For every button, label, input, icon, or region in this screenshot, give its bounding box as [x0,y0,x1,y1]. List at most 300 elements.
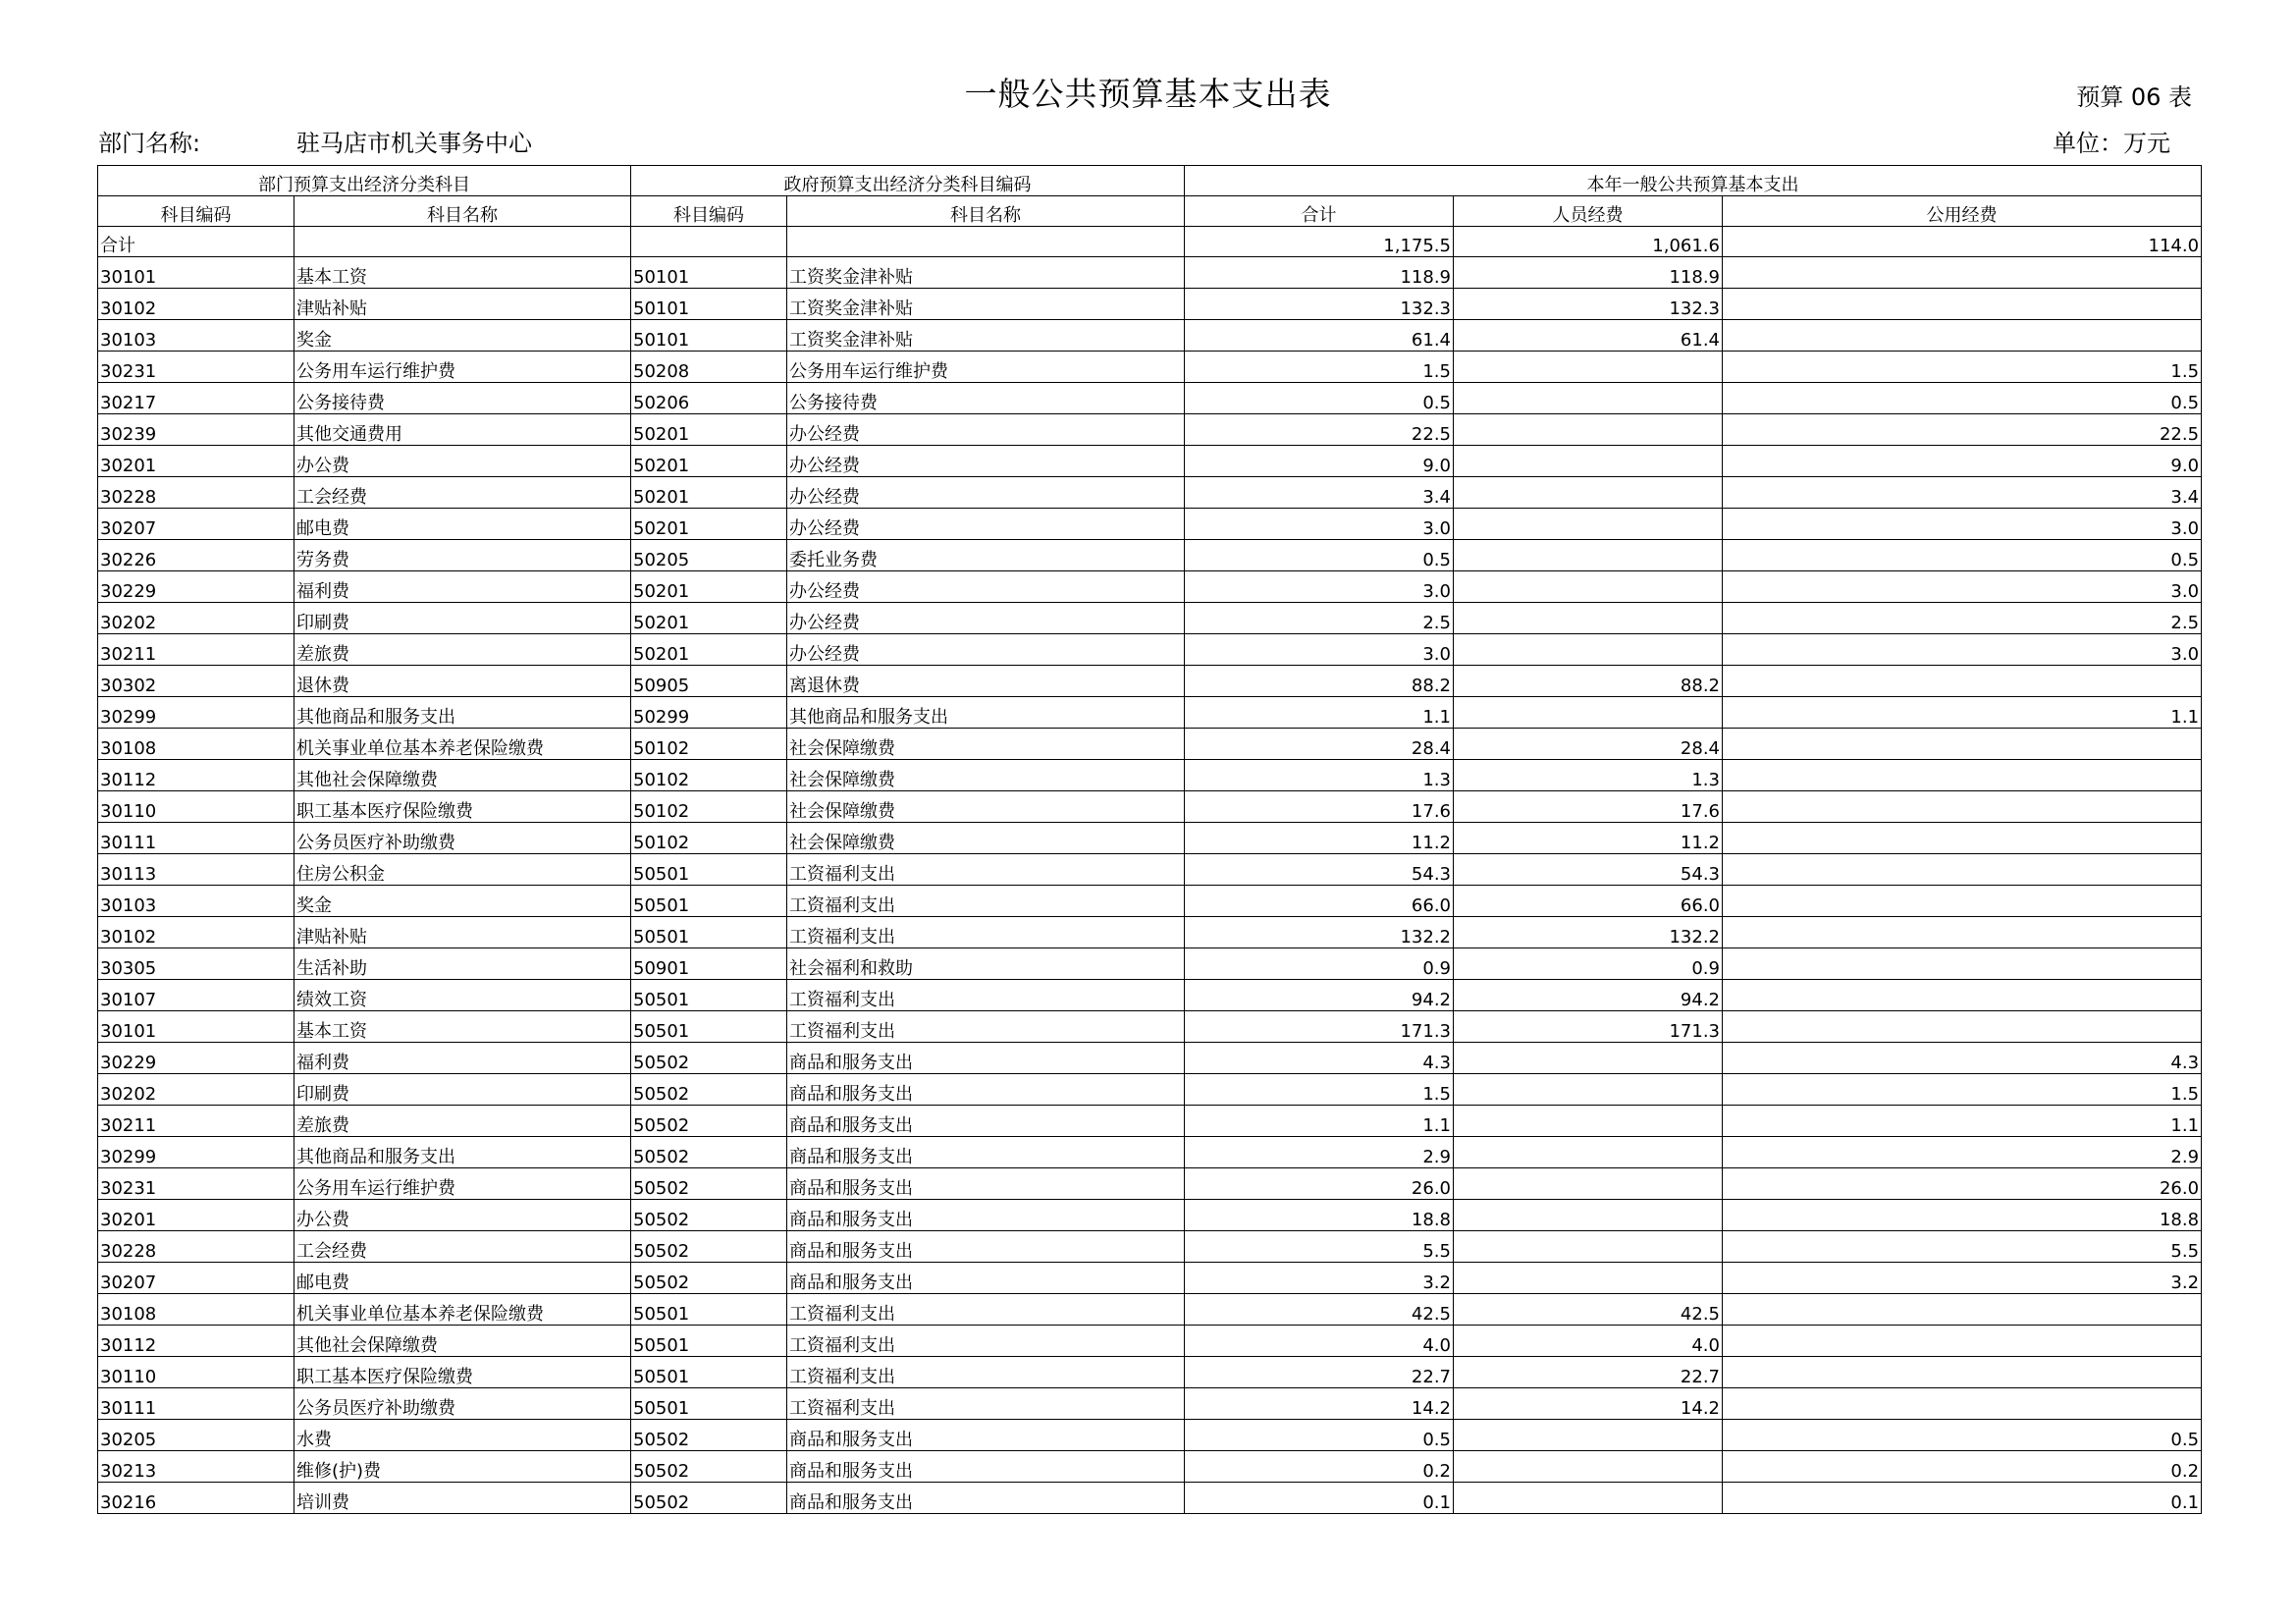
dept-code-cell: 30231 [98,352,294,383]
dept-code-cell: 30217 [98,383,294,414]
public-cell [1723,729,2202,760]
total-cell: 132.3 [1185,289,1454,320]
dept-name-cell: 办公费 [294,1200,631,1231]
gov-code-cell: 50901 [631,948,787,980]
total-cell: 22.7 [1185,1357,1454,1388]
gov-code-cell: 50501 [631,854,787,886]
gov-code-cell: 50201 [631,603,787,634]
dept-code-cell: 30202 [98,603,294,634]
table-row [98,917,2202,948]
gov-code-cell: 50501 [631,917,787,948]
personnel-cell: 118.9 [1454,257,1723,289]
public-cell [1723,917,2202,948]
table-row [98,1483,2202,1514]
public-cell [1723,320,2202,352]
personnel-cell: 4.0 [1454,1326,1723,1357]
gov-code-cell: 50102 [631,791,787,823]
total-cell: 9.0 [1185,446,1454,477]
dept-name-cell: 职工基本医疗保险缴费 [294,1357,631,1388]
total-cell: 118.9 [1185,257,1454,289]
gov-name-cell: 商品和服务支出 [787,1137,1185,1168]
dept-name-cell: 奖金 [294,886,631,917]
dept-name-cell: 维修(护)费 [294,1451,631,1483]
public-cell [1723,854,2202,886]
personnel-cell: 42.5 [1454,1294,1723,1326]
table-row [98,446,2202,477]
table-row [98,634,2202,666]
col-header-gov-code: 科目编码 [631,196,787,227]
total-cell: 14.2 [1185,1388,1454,1420]
table-row [98,854,2202,886]
dept-code-cell: 30101 [98,1011,294,1043]
personnel-cell [1454,1263,1723,1294]
dept-code-cell: 30108 [98,729,294,760]
personnel-cell [1454,1231,1723,1263]
dept-code-cell: 30299 [98,1137,294,1168]
table-row [98,1074,2202,1106]
dept-name-cell: 劳务费 [294,540,631,571]
table-row [98,540,2202,571]
gov-code-cell: 50205 [631,540,787,571]
gov-name-cell: 工资福利支出 [787,1326,1185,1357]
personnel-cell [1454,414,1723,446]
table-row [98,697,2202,729]
gov-name-cell: 离退休费 [787,666,1185,697]
gov-name-cell: 商品和服务支出 [787,1074,1185,1106]
dept-name-cell: 其他交通费用 [294,414,631,446]
gov-code-cell: 50501 [631,1294,787,1326]
personnel-cell: 17.6 [1454,791,1723,823]
total-cell: 0.5 [1185,1420,1454,1451]
table-row [98,1388,2202,1420]
department-name: 驻马店市机关事务中心 [296,130,532,157]
gov-name-cell: 公务用车运行维护费 [787,352,1185,383]
gov-name-cell: 工资福利支出 [787,1011,1185,1043]
gov-code-cell: 50502 [631,1106,787,1137]
dept-name-cell: 差旅费 [294,634,631,666]
dept-name-cell: 基本工资 [294,257,631,289]
total-cell: 0.2 [1185,1451,1454,1483]
dept-name-cell: 印刷费 [294,1074,631,1106]
public-cell: 18.8 [1723,1200,2202,1231]
col-header-gov-name: 科目名称 [787,196,1185,227]
total-cell: 26.0 [1185,1168,1454,1200]
dept-code-cell: 30201 [98,1200,294,1231]
group-header-dept-econ: 部门预算支出经济分类科目 [98,166,631,196]
total-cell: 42.5 [1185,1294,1454,1326]
total-personnel: 1,061.6 [1454,227,1723,257]
public-cell [1723,1357,2202,1388]
dept-name-cell: 生活补助 [294,948,631,980]
dept-code-cell: 30207 [98,1263,294,1294]
dept-code-cell: 30216 [98,1483,294,1514]
gov-code-cell: 50502 [631,1200,787,1231]
gov-name-cell: 委托业务费 [787,540,1185,571]
public-cell: 22.5 [1723,414,2202,446]
total-amount: 1,175.5 [1185,227,1454,257]
total-cell: 22.5 [1185,414,1454,446]
table-row [98,509,2202,540]
total-cell: 88.2 [1185,666,1454,697]
dept-name-cell: 公务员医疗补助缴费 [294,1388,631,1420]
gov-name-cell: 工资奖金津补贴 [787,257,1185,289]
public-cell: 3.0 [1723,571,2202,603]
table-row [98,603,2202,634]
gov-name-cell: 社会福利和救助 [787,948,1185,980]
table-row [98,886,2202,917]
gov-code-cell: 50501 [631,1388,787,1420]
personnel-cell [1454,1451,1723,1483]
dept-name-cell: 津贴补贴 [294,289,631,320]
personnel-cell [1454,1420,1723,1451]
total-cell: 54.3 [1185,854,1454,886]
dept-code-cell: 30226 [98,540,294,571]
public-cell: 2.9 [1723,1137,2202,1168]
total-cell: 0.5 [1185,540,1454,571]
dept-name-cell: 退休费 [294,666,631,697]
gov-name-cell: 工资福利支出 [787,917,1185,948]
personnel-cell [1454,383,1723,414]
table-row [98,1451,2202,1483]
total-cell: 11.2 [1185,823,1454,854]
total-cell: 1.1 [1185,1106,1454,1137]
table-row [98,289,2202,320]
total-cell: 61.4 [1185,320,1454,352]
dept-code-cell: 30102 [98,289,294,320]
total-cell: 0.9 [1185,948,1454,980]
dept-name-cell: 公务用车运行维护费 [294,1168,631,1200]
total-cell: 132.2 [1185,917,1454,948]
table-row [98,1168,2202,1200]
gov-code-cell: 50201 [631,446,787,477]
gov-code-cell: 50905 [631,666,787,697]
dept-name-cell: 工会经费 [294,477,631,509]
personnel-cell [1454,603,1723,634]
personnel-cell: 66.0 [1454,886,1723,917]
personnel-cell: 88.2 [1454,666,1723,697]
public-cell: 0.1 [1723,1483,2202,1514]
dept-code-cell: 30108 [98,1294,294,1326]
personnel-cell [1454,1043,1723,1074]
table-row [98,257,2202,289]
personnel-cell [1454,634,1723,666]
total-cell: 66.0 [1185,886,1454,917]
gov-name-cell: 工资奖金津补贴 [787,289,1185,320]
dept-name-cell: 机关事业单位基本养老保险缴费 [294,1294,631,1326]
dept-code-cell: 30103 [98,886,294,917]
dept-code-cell: 30110 [98,1357,294,1388]
public-cell [1723,257,2202,289]
public-cell: 3.4 [1723,477,2202,509]
gov-code-cell: 50201 [631,634,787,666]
dept-code-cell: 30112 [98,760,294,791]
public-cell [1723,1011,2202,1043]
public-cell [1723,760,2202,791]
gov-name-cell: 工资福利支出 [787,1388,1185,1420]
gov-code-cell: 50201 [631,571,787,603]
dept-name-cell: 机关事业单位基本养老保险缴费 [294,729,631,760]
total-cell: 3.0 [1185,509,1454,540]
personnel-cell [1454,1483,1723,1514]
gov-name-cell: 工资奖金津补贴 [787,320,1185,352]
public-cell: 3.0 [1723,634,2202,666]
col-header-public: 公用经费 [1723,196,2202,227]
total-cell: 4.0 [1185,1326,1454,1357]
dept-name-cell: 其他社会保障缴费 [294,760,631,791]
table-row [98,1106,2202,1137]
public-cell [1723,823,2202,854]
gov-code-cell: 50501 [631,980,787,1011]
dept-code-cell: 30202 [98,1074,294,1106]
personnel-cell: 171.3 [1454,1011,1723,1043]
public-cell: 26.0 [1723,1168,2202,1200]
gov-name-cell: 办公经费 [787,509,1185,540]
personnel-cell: 94.2 [1454,980,1723,1011]
dept-name-cell: 福利费 [294,1043,631,1074]
gov-name-cell: 商品和服务支出 [787,1200,1185,1231]
table-row [98,1011,2202,1043]
gov-code-cell: 50502 [631,1451,787,1483]
gov-code-cell: 50502 [631,1043,787,1074]
personnel-cell: 11.2 [1454,823,1723,854]
table-row [98,571,2202,603]
table-row [98,1294,2202,1326]
table-row [98,729,2202,760]
gov-code-cell: 50102 [631,729,787,760]
dept-name-cell: 水费 [294,1420,631,1451]
personnel-cell: 132.3 [1454,289,1723,320]
gov-code-cell: 50502 [631,1231,787,1263]
col-header-total: 合计 [1185,196,1454,227]
dept-code-cell: 30229 [98,1043,294,1074]
public-cell: 1.5 [1723,1074,2202,1106]
gov-code-cell: 50201 [631,509,787,540]
group-header-gov-econ: 政府预算支出经济分类科目编码 [631,166,1185,196]
personnel-cell: 14.2 [1454,1388,1723,1420]
dept-code-cell: 30107 [98,980,294,1011]
total-cell: 1.3 [1185,760,1454,791]
gov-name-cell: 办公经费 [787,414,1185,446]
dept-code-cell: 30211 [98,1106,294,1137]
total-public: 114.0 [1723,227,2202,257]
gov-name-cell: 社会保障缴费 [787,760,1185,791]
table-row [98,791,2202,823]
table-row [98,1326,2202,1357]
gov-code-cell: 50208 [631,352,787,383]
public-cell [1723,1388,2202,1420]
form-number: 预算 06 表 [2076,83,2192,111]
public-cell [1723,980,2202,1011]
gov-code-cell: 50206 [631,383,787,414]
total-cell: 5.5 [1185,1231,1454,1263]
gov-code-cell: 50501 [631,1011,787,1043]
dept-code-cell: 30113 [98,854,294,886]
gov-code-cell: 50502 [631,1420,787,1451]
dept-name-cell: 绩效工资 [294,980,631,1011]
dept-name-cell: 公务员医疗补助缴费 [294,823,631,854]
group-header-current-year: 本年一般公共预算基本支出 [1185,166,2202,196]
dept-code-cell: 30112 [98,1326,294,1357]
public-cell: 0.5 [1723,383,2202,414]
gov-code-cell: 50502 [631,1137,787,1168]
total-cell: 1.1 [1185,697,1454,729]
public-cell [1723,666,2202,697]
total-row [98,227,2202,257]
table-row [98,666,2202,697]
gov-name-cell: 社会保障缴费 [787,729,1185,760]
total-cell: 17.6 [1185,791,1454,823]
dept-name-cell: 工会经费 [294,1231,631,1263]
table-row [98,1200,2202,1231]
dept-name-cell: 印刷费 [294,603,631,634]
gov-name-cell: 商品和服务支出 [787,1263,1185,1294]
public-cell [1723,1326,2202,1357]
budget-table [97,165,2202,1514]
dept-name-cell: 住房公积金 [294,854,631,886]
table-row [98,352,2202,383]
public-cell: 0.5 [1723,540,2202,571]
table-row [98,948,2202,980]
col-header-personnel: 人员经费 [1454,196,1723,227]
personnel-cell: 0.9 [1454,948,1723,980]
dept-code-cell: 30231 [98,1168,294,1200]
dept-code-cell: 30228 [98,477,294,509]
page-title: 一般公共预算基本支出表 [964,75,1332,113]
dept-name-cell: 福利费 [294,571,631,603]
public-cell: 1.5 [1723,352,2202,383]
personnel-cell: 28.4 [1454,729,1723,760]
gov-code-cell: 50101 [631,289,787,320]
gov-code-cell: 50299 [631,697,787,729]
public-cell [1723,1294,2202,1326]
dept-code-cell: 30111 [98,1388,294,1420]
public-cell: 4.3 [1723,1043,2202,1074]
dept-code-cell: 30103 [98,320,294,352]
total-cell: 1.5 [1185,352,1454,383]
personnel-cell: 132.2 [1454,917,1723,948]
gov-name-cell: 工资福利支出 [787,1294,1185,1326]
unit-label: 单位：万元 [2053,130,2170,157]
table-row [98,1263,2202,1294]
dept-code-cell: 30111 [98,823,294,854]
gov-code-cell: 50101 [631,320,787,352]
gov-code-cell: 50502 [631,1483,787,1514]
dept-code-cell: 30299 [98,697,294,729]
personnel-cell [1454,1168,1723,1200]
dept-code-cell: 30110 [98,791,294,823]
dept-code-cell: 30302 [98,666,294,697]
public-cell: 5.5 [1723,1231,2202,1263]
gov-name-cell: 商品和服务支出 [787,1231,1185,1263]
dept-name-cell: 其他商品和服务支出 [294,1137,631,1168]
gov-name-cell: 商品和服务支出 [787,1420,1185,1451]
total-cell: 2.5 [1185,603,1454,634]
gov-code-cell: 50502 [631,1263,787,1294]
gov-name-cell: 工资福利支出 [787,980,1185,1011]
gov-code-cell: 50201 [631,477,787,509]
public-cell [1723,289,2202,320]
dept-name-cell: 奖金 [294,320,631,352]
gov-name-cell: 办公经费 [787,477,1185,509]
dept-name-cell: 其他商品和服务支出 [294,697,631,729]
department-label: 部门名称: [98,130,201,157]
personnel-cell [1454,509,1723,540]
dept-name-cell: 邮电费 [294,1263,631,1294]
gov-name-cell: 办公经费 [787,603,1185,634]
gov-name-cell: 工资福利支出 [787,886,1185,917]
total-cell: 18.8 [1185,1200,1454,1231]
dept-code-cell: 30101 [98,257,294,289]
gov-code-cell: 50501 [631,886,787,917]
dept-name-cell: 培训费 [294,1483,631,1514]
public-cell: 1.1 [1723,697,2202,729]
personnel-cell [1454,540,1723,571]
gov-code-cell: 50502 [631,1074,787,1106]
total-cell: 1.5 [1185,1074,1454,1106]
gov-name-cell: 商品和服务支出 [787,1106,1185,1137]
gov-name-cell: 商品和服务支出 [787,1168,1185,1200]
personnel-cell [1454,477,1723,509]
total-cell: 171.3 [1185,1011,1454,1043]
total-cell: 4.3 [1185,1043,1454,1074]
gov-code-cell: 50501 [631,1357,787,1388]
dept-code-cell: 30102 [98,917,294,948]
gov-name-cell: 社会保障缴费 [787,791,1185,823]
personnel-cell: 22.7 [1454,1357,1723,1388]
dept-code-cell: 30201 [98,446,294,477]
personnel-cell [1454,1106,1723,1137]
dept-name-cell: 邮电费 [294,509,631,540]
total-cell: 3.4 [1185,477,1454,509]
gov-name-cell: 其他商品和服务支出 [787,697,1185,729]
dept-code-cell: 30207 [98,509,294,540]
dept-code-cell: 30213 [98,1451,294,1483]
dept-name-cell: 基本工资 [294,1011,631,1043]
personnel-cell [1454,571,1723,603]
gov-name-cell: 工资福利支出 [787,854,1185,886]
col-header-dept-code: 科目编码 [98,196,294,227]
dept-name-cell: 职工基本医疗保险缴费 [294,791,631,823]
gov-code-cell: 50102 [631,760,787,791]
table-row [98,1420,2202,1451]
personnel-cell [1454,697,1723,729]
dept-code-cell: 30211 [98,634,294,666]
table-row [98,1137,2202,1168]
table-row [98,823,2202,854]
personnel-cell: 61.4 [1454,320,1723,352]
public-cell [1723,791,2202,823]
total-cell: 3.0 [1185,571,1454,603]
gov-name-cell: 办公经费 [787,634,1185,666]
public-cell: 3.2 [1723,1263,2202,1294]
dept-name-cell: 公务接待费 [294,383,631,414]
gov-name-cell: 商品和服务支出 [787,1483,1185,1514]
personnel-cell: 1.3 [1454,760,1723,791]
public-cell: 3.0 [1723,509,2202,540]
table-row [98,1357,2202,1388]
total-cell: 0.1 [1185,1483,1454,1514]
table-row [98,320,2202,352]
gov-name-cell: 公务接待费 [787,383,1185,414]
total-cell: 94.2 [1185,980,1454,1011]
dept-code-cell: 30205 [98,1420,294,1451]
table-row [98,760,2202,791]
table-row [98,1043,2202,1074]
personnel-cell [1454,1137,1723,1168]
dept-name-cell: 其他社会保障缴费 [294,1326,631,1357]
public-cell: 0.5 [1723,1420,2202,1451]
col-header-dept-name: 科目名称 [294,196,631,227]
